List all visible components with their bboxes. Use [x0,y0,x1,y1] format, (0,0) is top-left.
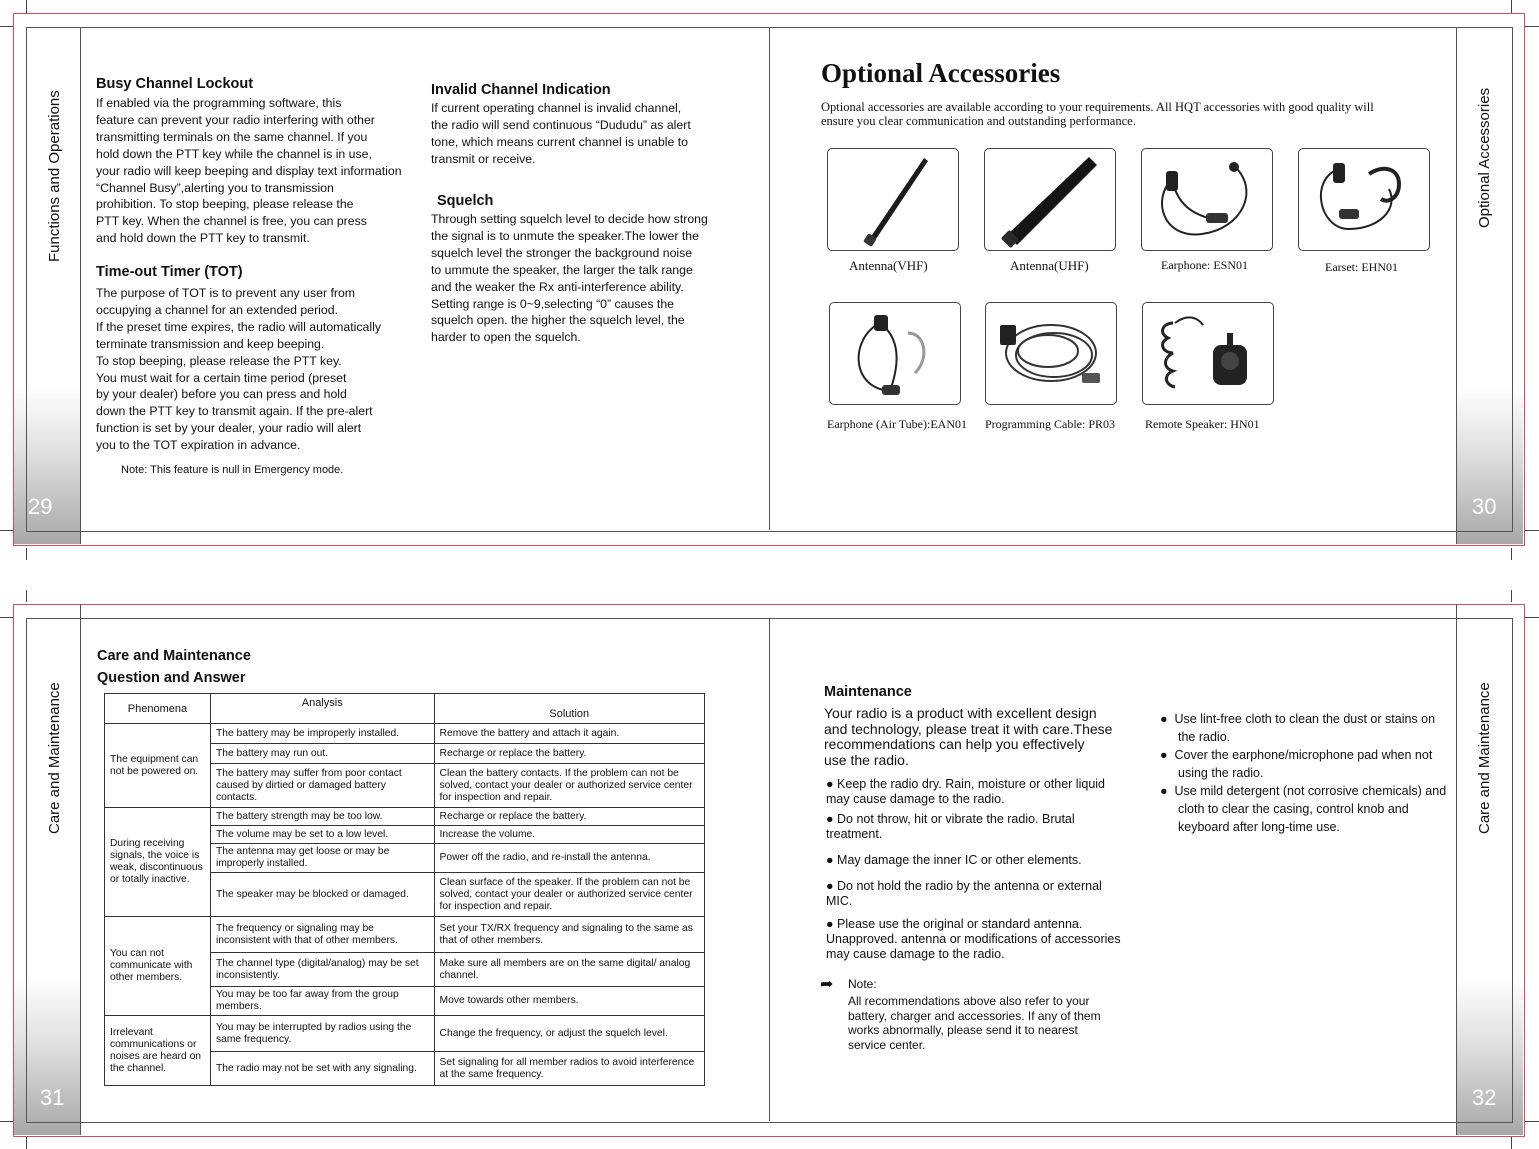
squelch-text: Through setting squelch level to decide how strong the signal is to unmute the speaker.The lower the squelch level the stronger the background noise to ummute the speaker, the larger the talk range and the weaker the Rx anti-interference ability. Setting range is 0~9,selecting “0” causes the squelch open. the higher the squelch level, the harder to open the squelch. [431,212,708,345]
side-title-p31: Care and Maintenance [46,682,63,834]
accessory-card-programming-cable [985,302,1117,405]
list-item: ● Keep the radio dry. Rain, moisture or other liquid may cause damage to the radio. [826,777,1105,806]
accessory-card-earphone-ean01 [829,302,961,405]
bullet-text: Keep the radio dry. Rain, moisture or other liquid may cause damage to the radio. [826,777,1105,806]
solution-cell: Clean the battery contacts. If the problem can not be solved, contact your dealer or authorized service center for inspection and repair. [434,764,704,808]
bullet-text: Use lint-free cloth to clean the dust or stains on the radio. [1174,712,1436,744]
solution-cell: Recharge or replace the battery. [434,744,704,764]
remote-speaker-image [1143,303,1273,404]
analysis-cell: The antenna may get loose or may be improperly installed. [210,844,434,873]
bullet-text: Use mild detergent (not corrosive chemicals) and cloth to clear the casing, control knob and keyboard after long-time use. [1174,784,1447,834]
solution-cell: Increase the volume. [434,826,704,844]
side-title-p30: Optional Accessories [1476,87,1493,228]
solution-cell: Set your TX/RX frequency and signaling to the same as that of other members. [434,917,704,953]
bullet-text: Do not throw, hit or vibrate the radio. Brutal treatment. [826,812,1075,841]
list-item: ● Do not hold the radio by the antenna or external MIC. [826,879,1102,908]
accessory-label-remote-speaker: Remote Speaker: HN01 [1145,417,1260,431]
bullet-text: May damage the inner IC or other elements. [837,853,1082,867]
solution-cell: Change the frequency, or adjust the squelch level. [434,1016,704,1052]
accessory-card-earset-ehn01 [1298,148,1430,251]
busy-channel-title: Busy Channel Lockout [96,76,254,92]
right-margin-rule [1456,27,1457,544]
table-row [105,808,705,826]
solution-cell: Move towards other members. [434,987,704,1016]
page-number-31: 31 [40,1085,65,1110]
crop-mark [1525,530,1539,531]
squelch-title: Squelch [437,193,494,209]
bullet-text: Cover the earphone/microphone pad when not using the radio. [1174,748,1433,780]
tot-title: Time-out Timer (TOT) [96,264,243,280]
crop-mark [1525,1121,1539,1122]
list-item: ● Use lint-free cloth to clean the dust or stains on the radio. [1160,712,1436,744]
solution-cell: Power off the radio, and re-install the antenna. [434,844,704,873]
earphone-ean01-image [830,303,960,404]
side-title-p32: Care and Maintenance [1476,682,1493,834]
table-row [105,724,705,744]
phenomena-cell: During receiving signals, the voice is weak, discontinuous or totally inactive. [105,808,211,917]
header-phenomena: Phenomena [105,694,211,724]
optional-accessories-title: Optional Accessories [821,58,1061,88]
top-gutter-line [769,27,770,530]
bullet-text: Please use the original or standard antenna. Unapproved. antenna or modifications of accessories may cause damage to the radio. [826,917,1121,961]
bottom-gutter-line [769,618,770,1121]
list-item: ● May damage the inner IC or other elements. [826,853,1082,867]
qa-header-row [105,694,705,724]
earset-ehn01-image [1299,149,1429,250]
earphone-esn01-image [1142,149,1272,250]
invalid-channel-text: If current operating channel is invalid channel, the radio will send continuous “Dududu” as alert tone, which means current channel is unable to transmit or receive. [431,101,691,166]
maintenance-right-list [1160,710,1450,836]
busy-channel-text: If enabled via the programming software, this feature can prevent your radio interfering with other transmitting terminals on the same channel. If you hold down the PTT key while the channel is in use, your radio will keep beeping and display text information “Channel Busy”,alerting you to transmission prohibition. To stop beeping, please release the PTT key. When the channel is free, you can press and hold down the PTT key to transmit. [96,96,402,246]
list-item: ● Cover the earphone/microphone pad when not using the radio. [1160,748,1433,780]
maintenance-intro: Your radio is a product with excellent design and technology, please treat it with care.These recommendations can help you effectively use the radio. [824,705,1113,768]
crop-mark [1511,548,1512,560]
accessory-label-earset-ehn01: Earset: EHN01 [1325,260,1398,274]
side-title-p29: Functions and Operations [46,90,63,262]
tot-text: The purpose of TOT is to prevent any user from occupying a channel for an extended period. If the preset time expires, the radio will automatically terminate transmission and keep beeping. To stop beeping, please release the PTT key. You must wait for a certain time period (preset by your dealer) before you can press and hold down the PTT key to transmit again. If the pre-alert function is set by your dealer, your radio will alert you to the TOT expiration in advance. [96,286,382,453]
table-row [105,1016,705,1052]
solution-cell: Recharge or replace the battery. [434,808,704,826]
table-row [105,917,705,953]
accessory-label-antenna-uhf: Antenna(UHF) [1010,258,1089,273]
crop-mark [26,1137,27,1149]
solution-cell: Remove the battery and attach it again. [434,724,704,744]
antenna-vhf-image [828,149,958,250]
accessories-intro: Optional accessories are available according to your requirements. All HQT accessories with good quality will ensure you clear communication and outstanding performance. [821,100,1374,128]
crop-mark [0,26,14,27]
crop-mark [1525,26,1539,27]
analysis-cell: The battery may be improperly installed. [210,724,434,744]
accessory-card-remote-speaker [1142,302,1274,405]
solution-cell: Clean surface of the speaker. If the problem can not be solved, contact your dealer or authorized service center for inspection and repair. [434,873,704,917]
solution-cell: Make sure all members are on the same digital/ analog channel. [434,953,704,987]
care-maintenance-title: Care and Maintenance [97,648,251,664]
analysis-cell: The frequency or signaling may be inconsistent with that of other members. [210,917,434,953]
note-label: Note: [848,977,877,991]
list-item: ● Do not throw, hit or vibrate the radio. Brutal treatment. [826,812,1075,841]
crop-mark [26,590,27,602]
crop-mark [1525,617,1539,618]
accessory-label-earphone-ean01: Earphone (Air Tube):EAN01 [827,417,967,431]
crop-mark [0,617,14,618]
list-item: ● Use mild detergent (not corrosive chemicals) and cloth to clear the casing, control knob and keyboard after long-time use. [1160,784,1447,834]
analysis-cell: You may be interrupted by radios using the same frequency. [210,1016,434,1052]
note-text: All recommendations above also refer to your battery, charger and accessories. If any of them works abnormally, please send it to nearest service center. [848,994,1101,1052]
phenomena-cell: The equipment can not be powered on. [105,724,211,808]
crop-mark [1511,0,1512,14]
accessory-card-antenna-uhf [984,148,1116,251]
note-arrow-icon: ➦ [820,976,834,993]
crop-mark [1511,590,1512,602]
analysis-cell: The battery may run out. [210,744,434,764]
page-number-30: 30 [1472,494,1497,519]
crop-mark [26,548,27,560]
solution-cell: Set signaling for all member radios to avoid interference at the same frequency. [434,1052,704,1086]
analysis-cell: You may be too far away from the group members. [210,987,434,1016]
header-solution: Solution [434,694,704,724]
left-margin-rule [80,27,81,544]
right-margin-rule-bottom [1456,604,1457,1135]
left-margin-rule-bottom [80,604,81,1135]
crop-mark [1511,1137,1512,1149]
analysis-cell: The battery may suffer from poor contact caused by dirtied or damaged battery contacts. [210,764,434,808]
antenna-uhf-image [985,149,1115,250]
accessory-label-earphone-esn01: Earphone: ESN01 [1161,258,1248,272]
list-item: ● Please use the original or standard antenna. Unapproved. antenna or modifications of accessories may cause damage to the radio. [826,917,1121,961]
page-number-29: 29 [28,494,53,519]
maintenance-title: Maintenance [824,684,912,700]
page-number-32: 32 [1472,1085,1497,1110]
question-answer-title: Question and Answer [97,670,246,686]
accessory-card-earphone-esn01 [1141,148,1273,251]
phenomena-cell: Irrelevant communications or noises are heard on the channel. [105,1016,211,1086]
header-analysis: Analysis [210,694,434,724]
programming-cable-image [986,303,1116,404]
accessory-label-programming-cable: Programming Cable: PR03 [985,417,1115,431]
emergency-note: Note: This feature is null in Emergency mode. [121,464,344,476]
invalid-channel-title: Invalid Channel Indication [431,82,611,98]
crop-mark [26,0,27,14]
analysis-cell: The speaker may be blocked or damaged. [210,873,434,917]
analysis-cell: The volume may be set to a low level. [210,826,434,844]
qa-table [104,693,705,1086]
crop-mark [0,530,14,531]
analysis-cell: The radio may not be set with any signaling. [210,1052,434,1086]
maintenance-left-list [826,777,1126,962]
analysis-cell: The channel type (digital/analog) may be set inconsistently. [210,953,434,987]
crop-mark [0,1121,14,1122]
analysis-cell: The battery strength may be too low. [210,808,434,826]
accessory-card-antenna-vhf [827,148,959,251]
phenomena-cell: You can not communicate with other members. [105,917,211,1016]
bullet-text: Do not hold the radio by the antenna or external MIC. [826,879,1102,908]
accessory-label-antenna-vhf: Antenna(VHF) [849,258,928,273]
